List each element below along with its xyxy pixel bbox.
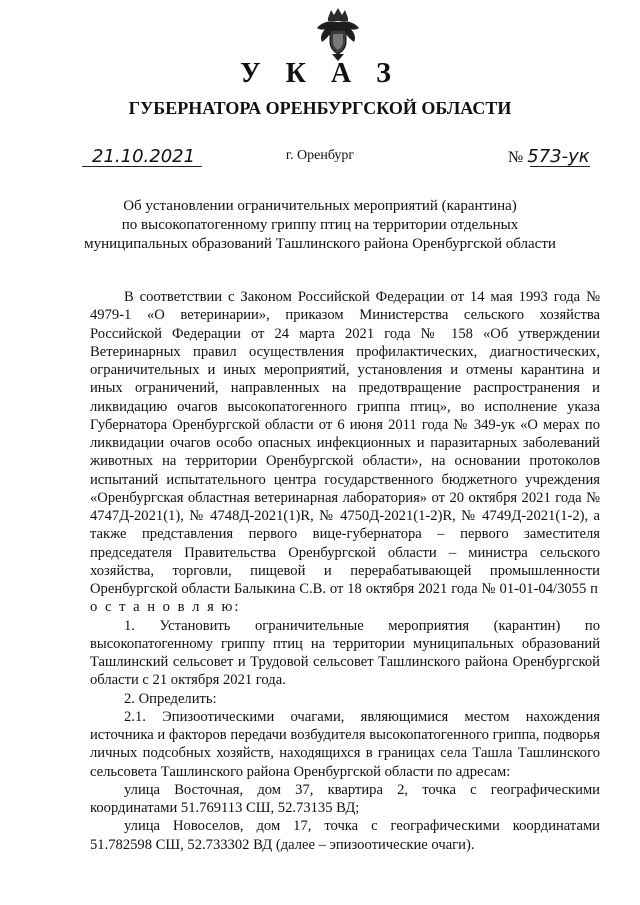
number-value: 573-ук <box>527 146 590 167</box>
address-item: улица Восточная, дом 37, квартира 2, точка с географическими координатами 51.769113 СШ, 52.73135 ВД; <box>90 781 600 816</box>
subject-line: муниципальных образований Ташлинского района Оренбургской области <box>84 236 556 252</box>
address-item: улица Новоселов, дом 17, точка с географическими координатами 51.782598 СШ, 52.733302 ВД (далее – эпизоотические очаги). <box>90 818 600 853</box>
number-prefix: № <box>508 149 524 166</box>
document-subject <box>70 197 570 254</box>
preamble-text: В соответствии с Законом Российской Федерации от 14 мая 1993 года № 4979-1 «О ветеринарии», приказом Министерства сельского хозяйства Российской Федерации от 24 марта 2021 года № 158 «Об утверждении Ветеринарных правил осуществления профилактических, диагностических, ограничительных и иных мероприятий, установления и отмены карантина и иных ограничений, направленных на предотвращение распространения и ликвидацию очагов высокопатогенного гриппа птиц», во исполнение указа Губернатора Оренбургской области от 6 июня 2011 года № 349-ук «О мерах по ликвидации очагов особо опасных инфекционных и паразитарных заболеваний животных на территории Оренбургской области», на основании протоколов испытаний испытательного центра государственного бюджетного учреждения «Оренбургская областная ветеринарная лаборатория» от 20 октября 2021 года № 4747Д-2021(1), № 4748Д-2021(1)R, № 4750Д-2021(1-2)R, № 4749Д-2021(1-2), а также представления первого вице-губернатора – первого заместителя председателя Правительства Оренбургской области – министра сельского хозяйства, торговли, пищевой и перерабатывающей промышленности Оренбургской области Балыкина С.В. от 18 октября 2021 года № 01-01-04/3055 <box>90 289 600 597</box>
decree-word: п о с т а н о в л я ю: <box>90 581 600 616</box>
date-underline <box>82 166 202 167</box>
document-title: У К А З <box>240 58 400 89</box>
coat-of-arms-emblem <box>314 6 362 62</box>
date-value: 21.10.2021 <box>92 146 196 167</box>
document-number <box>508 146 590 167</box>
document-city: г. Оренбург <box>285 148 355 163</box>
subject-line: Об установлении ограничительных мероприятий (карантина) <box>123 198 517 214</box>
document-body <box>90 288 600 854</box>
subject-line: по высокопатогенному гриппу птиц на территории отдельных <box>121 217 519 233</box>
number-underline <box>530 166 590 167</box>
document-issuer: ГУБЕРНАТОРА ОРЕНБУРГСКОЙ ОБЛАСТИ <box>128 98 512 118</box>
clause-2: 2. Определить: <box>124 690 217 707</box>
clause-2-1: 2.1. Эпизоотическими очагами, являющимися местом нахождения источника и факторов передачи возбудителя высокопатогенного гриппа, подворья личных подсобных хозяйств, находящихся в границах села Ташла Ташлинского сельсовета Ташлинского района Оренбургской области по адресам: <box>90 708 600 780</box>
clause-1: 1. Установить ограничительные мероприятия (карантин) по высокопатогенному гриппу птиц на территории муниципальных образований Ташлинский сельсовет и Трудовой сельсовет Ташлинского района Оренбургской области с 21 октября 2021 года. <box>90 617 600 689</box>
preamble-paragraph <box>90 288 600 617</box>
